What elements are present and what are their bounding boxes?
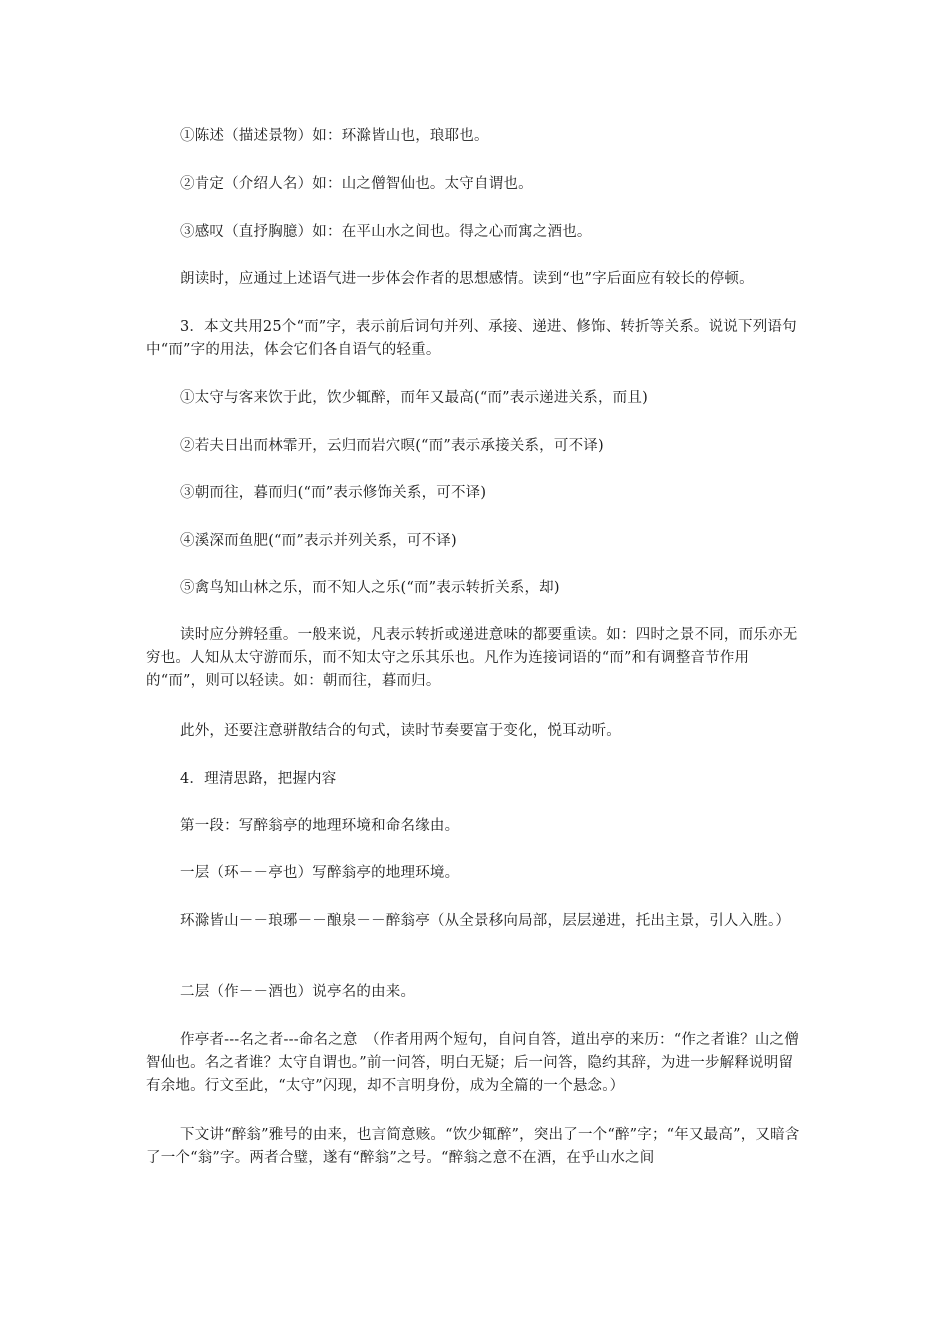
paragraph-er-example-1: ①太守与客来饮于此，饮少辄醉，而年又最高(“而”表示递进关系，而且) bbox=[180, 390, 648, 406]
paragraph-tone-affirm: ②肯定（介绍人名）如：山之僧智仙也。太守自谓也。 bbox=[180, 176, 533, 192]
paragraph-tone-statement: ①陈述（描述景物）如：环滁皆山也，琅耶也。 bbox=[180, 128, 489, 144]
paragraph-layer-2-detail: 作亭者---名之者---命名之意 （作者用两个短句，自问自答，道出亭的来历：“作之者谁？山之僧智仙也。名之者谁？太守自谓也。”前一问答，明白无疑；后一问答，隐约其辞，为进一步解释说明留有余地。行文至此，“太守”闪现，却不言明身份，成为全篇的一个悬念。） bbox=[146, 1032, 799, 1094]
paragraph-er-example-3: ③朝而往，暮而归(“而”表示修饰关系，可不译) bbox=[180, 485, 487, 501]
paragraph-section-4: 4．理清思路，把握内容 bbox=[180, 771, 337, 787]
paragraph-er-example-4: ④溪深而鱼肥(“而”表示并列关系，可不译) bbox=[180, 533, 457, 549]
paragraph-section-3: 3．本文共用25个“而”字，表示前后词句并列、承接、递进、修饰、转折等关系。说说下列语句中“而”字的用法，体会它们各自语气的轻重。 bbox=[146, 319, 797, 358]
paragraph-first-section: 第一段：写醉翁亭的地理环境和命名缘由。 bbox=[180, 818, 460, 834]
paragraph-layer-1: 一层（环－－亭也）写醉翁亭的地理环境。 bbox=[180, 865, 460, 881]
paragraph-layer-1-detail: 环滁皆山－－琅琊－－酿泉－－醉翁亭（从全景移向局部，层层递进，托出主景，引人入胜。） bbox=[180, 913, 791, 929]
paragraph-er-example-5: ⑤禽鸟知山林之乐，而不知人之乐(“而”表示转折关系，却) bbox=[180, 580, 560, 596]
paragraph-er-example-2: ②若夫日出而林霏开，云归而岩穴暝(“而”表示承接关系，可不译) bbox=[180, 438, 604, 454]
paragraph-reading-stress: 读时应分辨轻重。一般来说，凡表示转折或递进意味的都要重读。如：四时之景不同，而乐亦无穷也。人知从太守游而乐，而不知太守之乐其乐也。凡作为连接词语的“而”和有调整音节作用的“而”，则可以轻读。如：朝而往，暮而归。 bbox=[146, 627, 798, 689]
paragraph-tone-exclaim: ③感叹（直抒胸臆）如：在平山水之间也。得之心而寓之酒也。 bbox=[180, 224, 592, 240]
paragraph-reading-tone: 朗读时，应通过上述语气进一步体会作者的思想感情。读到“也”字后面应有较长的停顿。 bbox=[180, 271, 754, 287]
paragraph-zuiweng-origin: 下文讲“醉翁”雅号的由来，也言简意赅。“饮少辄醉”，突出了一个“醉”字；“年又最高”，又暗含了一个“翁”字。两者合璧，遂有“醉翁”之号。“醉翁之意不在酒，在乎山水之间 bbox=[146, 1127, 800, 1166]
paragraph-rhythm: 此外，还要注意骈散结合的句式，读时节奏要富于变化，悦耳动听。 bbox=[180, 723, 621, 739]
paragraph-layer-2: 二层（作－－酒也）说亭名的由来。 bbox=[180, 984, 416, 1000]
